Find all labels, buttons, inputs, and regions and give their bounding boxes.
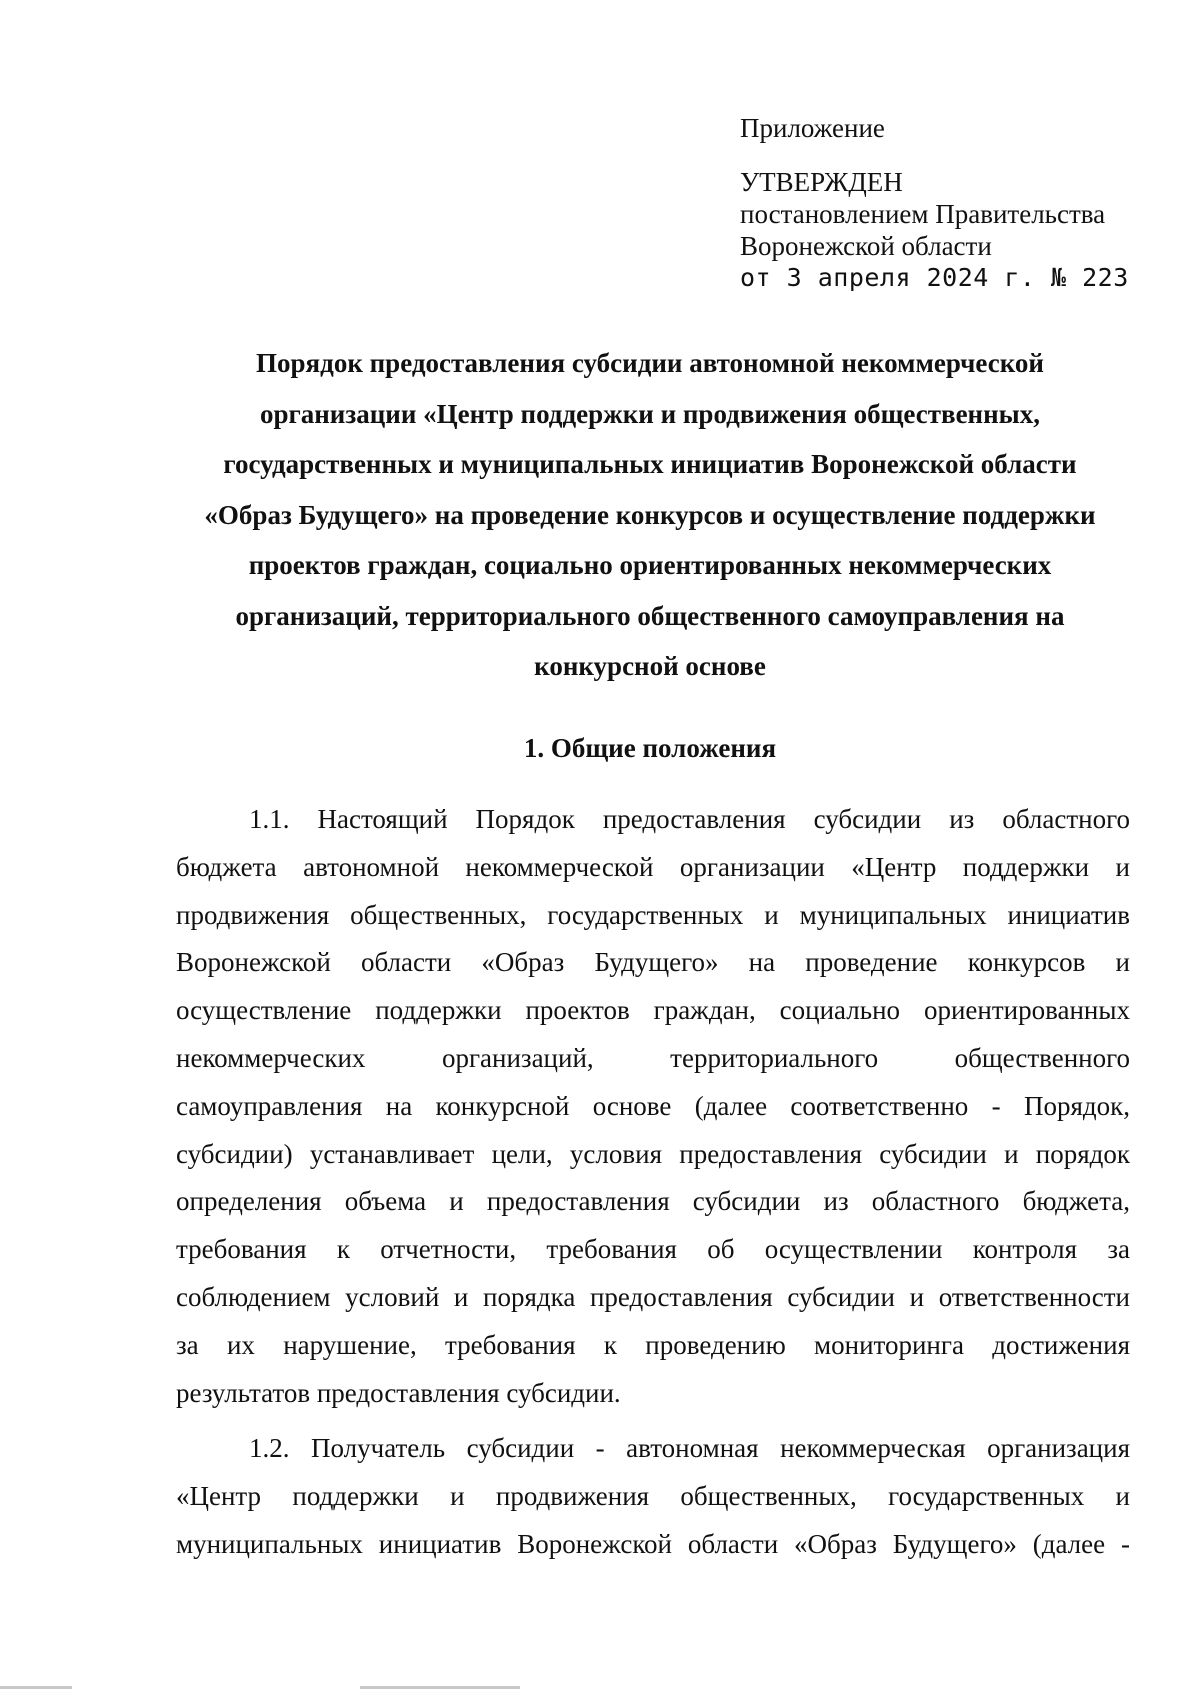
paragraph-line: продвижения общественных, государственных и муниципальных инициатив: [176, 899, 1130, 930]
paragraph-line: соблюдением условий и порядка предоставления субсидии и ответственности: [176, 1281, 1130, 1312]
paragraph-line: бюджета автономной некоммерческой организации «Центр поддержки и: [176, 851, 1130, 882]
paragraph-line: субсидии) устанавливает цели, условия предоставления субсидии и порядок: [176, 1138, 1130, 1169]
approved-label: УТВЕРЖДЕН: [740, 167, 903, 197]
approved-by-line-2: Воронежской области: [740, 231, 992, 261]
paragraph-line: за их нарушение, требования к проведению мониторинга достижения: [176, 1329, 1130, 1360]
scan-artifact: [0, 1686, 72, 1689]
paragraph-line: некоммерческих организаций, территориального общественного: [176, 1042, 1130, 1073]
title-line: «Образ Будущего» на проведение конкурсов и осуществление поддержки: [204, 499, 1096, 530]
paragraph-line: результатов предоставления субсидии.: [176, 1377, 621, 1408]
paragraph-line: самоуправления на конкурсной основе (далее соответственно - Порядок,: [176, 1090, 1130, 1121]
paragraph-line: муниципальных инициатив Воронежской области «Образ Будущего» (далее -: [176, 1528, 1130, 1559]
section-heading: 1. Общие положения: [523, 733, 777, 763]
scan-artifact: [360, 1686, 520, 1689]
paragraph-line: определения объема и предоставления субсидии из областного бюджета,: [176, 1186, 1130, 1217]
paragraph-line: осуществление поддержки проектов граждан, социально ориентированных: [176, 995, 1130, 1026]
paragraph-line: 1.1. Настоящий Порядок предоставления субсидии из областного: [249, 804, 1130, 834]
title-line: Порядок предоставления субсидии автономной некоммерческой: [256, 348, 1044, 378]
paragraph-line: требования к отчетности, требования об осуществлении контроля за: [176, 1234, 1130, 1265]
title-line: проектов граждан, социально ориентированных некоммерческих: [248, 550, 1052, 580]
title-line: организаций, территориального общественного самоуправления на: [235, 600, 1065, 631]
title-line: государственных и муниципальных инициатив Воронежской области: [223, 449, 1077, 479]
approved-by-line-1: постановлением Правительства: [740, 199, 1106, 229]
title-line: организации «Центр поддержки и продвижения общественных,: [259, 398, 1041, 429]
appendix-label: Приложение: [740, 113, 885, 143]
title-line: конкурсной основе: [534, 651, 766, 681]
paragraph-line: «Центр поддержки и продвижения общественных, государственных и: [176, 1480, 1130, 1511]
document-title: [170, 338, 1130, 692]
paragraph-line: Воронежской области «Образ Будущего» на проведение конкурсов и: [176, 947, 1130, 978]
paragraph-1-1: [176, 796, 1130, 1417]
paragraph-1-2: [176, 1425, 1130, 1568]
approval-date-number: от 3 апреля 2024 г. № 223: [740, 263, 1129, 292]
approval-block: [740, 112, 1160, 294]
paragraph-line: 1.2. Получатель субсидии - автономная некоммерческая организация: [249, 1433, 1130, 1463]
